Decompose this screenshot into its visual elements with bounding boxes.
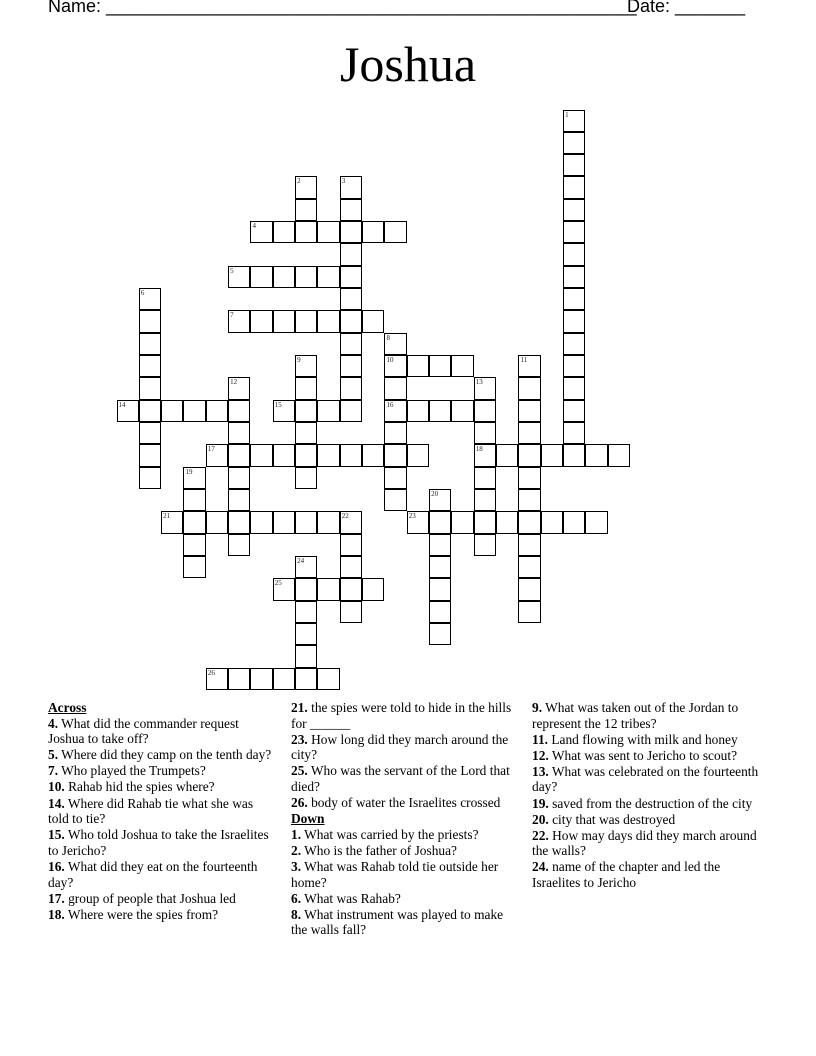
clue-across-14 bbox=[48, 796, 273, 827]
grid-cell[interactable] bbox=[340, 400, 362, 422]
grid-cell[interactable] bbox=[340, 176, 362, 198]
grid-cell[interactable] bbox=[407, 511, 429, 533]
page-title: Joshua bbox=[339, 36, 477, 92]
grid-cell[interactable] bbox=[474, 422, 496, 444]
cell-number: 22 bbox=[341, 512, 349, 521]
grid-cell[interactable] bbox=[384, 467, 406, 489]
grid-cell[interactable] bbox=[295, 556, 317, 578]
clue-text: Who played the Trumpets? bbox=[61, 763, 206, 779]
clue-across-5 bbox=[48, 747, 273, 763]
grid-cell[interactable] bbox=[340, 534, 362, 556]
grid-cell[interactable] bbox=[273, 578, 295, 600]
grid-cell[interactable] bbox=[273, 400, 295, 422]
clue-across-17 bbox=[48, 891, 273, 907]
clue-across-21 bbox=[291, 700, 516, 731]
clue-text: name of the chapter and led the Israelites to Jericho bbox=[532, 859, 721, 891]
clue-number: 18. bbox=[48, 906, 65, 922]
grid-cell[interactable] bbox=[563, 266, 585, 288]
cell-number: 16 bbox=[386, 400, 394, 409]
cell-number: 6 bbox=[140, 289, 145, 298]
grid-cell[interactable] bbox=[206, 511, 228, 533]
clue-down-2 bbox=[291, 843, 516, 859]
grid-cell[interactable] bbox=[518, 400, 540, 422]
grid-cell[interactable] bbox=[228, 444, 250, 466]
grid-cell[interactable] bbox=[563, 444, 585, 466]
grid-cell[interactable] bbox=[384, 221, 406, 243]
grid-cell[interactable] bbox=[563, 377, 585, 399]
grid-cell[interactable] bbox=[563, 199, 585, 221]
grid-cell[interactable] bbox=[518, 355, 540, 377]
clue-down-24 bbox=[532, 859, 767, 890]
grid-cell[interactable] bbox=[250, 310, 272, 332]
grid-cell[interactable] bbox=[384, 355, 406, 377]
grid-cell[interactable] bbox=[317, 400, 339, 422]
clue-number: 8. bbox=[291, 906, 302, 922]
cell-number: 20 bbox=[431, 490, 439, 499]
grid-cell[interactable] bbox=[518, 556, 540, 578]
clue-number: 7. bbox=[48, 763, 59, 779]
grid-cell[interactable] bbox=[206, 400, 228, 422]
clue-text: the spies were told to hide in the hills for ______ bbox=[291, 700, 512, 731]
clue-down-20 bbox=[532, 812, 767, 828]
grid-cell[interactable] bbox=[563, 400, 585, 422]
clue-text: group of people that Joshua led bbox=[68, 890, 236, 906]
grid-cell[interactable] bbox=[518, 467, 540, 489]
grid-cell[interactable] bbox=[384, 333, 406, 355]
grid-cell[interactable] bbox=[206, 444, 228, 466]
grid-cell[interactable] bbox=[451, 400, 473, 422]
grid-cell[interactable] bbox=[340, 243, 362, 265]
grid-cell[interactable] bbox=[585, 444, 607, 466]
clue-down-13 bbox=[532, 764, 767, 795]
clue-across-10 bbox=[48, 779, 273, 795]
grid-cell[interactable] bbox=[362, 444, 384, 466]
grid-cell[interactable] bbox=[407, 400, 429, 422]
grid-cell[interactable] bbox=[228, 511, 250, 533]
grid-cell[interactable] bbox=[139, 377, 161, 399]
grid-cell[interactable] bbox=[563, 154, 585, 176]
grid-cell[interactable] bbox=[295, 668, 317, 690]
clue-text: Where did Rahab tie what she was told to tie? bbox=[48, 795, 254, 827]
grid-cell[interactable] bbox=[563, 422, 585, 444]
clue-down-12 bbox=[532, 748, 767, 764]
grid-cell[interactable] bbox=[496, 511, 518, 533]
clue-number: 23. bbox=[291, 731, 308, 747]
clue-text: Where were the spies from? bbox=[67, 906, 219, 922]
clue-number: 9. bbox=[532, 700, 543, 715]
clue-text: What was carried by the priests? bbox=[304, 826, 479, 842]
grid-cell[interactable] bbox=[183, 467, 205, 489]
grid-cell[interactable] bbox=[295, 266, 317, 288]
cell-number: 3 bbox=[341, 177, 346, 186]
clue-number: 16. bbox=[48, 858, 65, 874]
grid-cell[interactable] bbox=[429, 511, 451, 533]
grid-cell[interactable] bbox=[563, 243, 585, 265]
cell-number: 2 bbox=[297, 177, 301, 186]
clue-text: What did the commander request Joshua to take off? bbox=[48, 715, 239, 747]
cell-number: 11 bbox=[520, 356, 528, 365]
grid-cell[interactable] bbox=[541, 511, 563, 533]
grid-cell[interactable] bbox=[273, 266, 295, 288]
cell-number: 23 bbox=[408, 512, 416, 521]
grid-cell[interactable] bbox=[429, 601, 451, 623]
clue-down-22 bbox=[532, 828, 767, 859]
clue-text: Who told Joshua to take the Israelites to Jericho? bbox=[48, 827, 269, 858]
grid-cell[interactable] bbox=[250, 668, 272, 690]
clue-across-15 bbox=[48, 827, 273, 858]
clue-number: 26. bbox=[291, 795, 308, 811]
grid-cell[interactable] bbox=[563, 511, 585, 533]
cell-number: 21 bbox=[163, 512, 171, 521]
cell-number: 13 bbox=[475, 378, 483, 387]
grid-cell[interactable] bbox=[139, 400, 161, 422]
clue-number: 20. bbox=[532, 811, 549, 827]
grid-cell[interactable] bbox=[228, 310, 250, 332]
grid-cell[interactable] bbox=[228, 534, 250, 556]
grid-cell[interactable] bbox=[384, 489, 406, 511]
grid-cell[interactable] bbox=[183, 534, 205, 556]
grid-cell[interactable] bbox=[563, 176, 585, 198]
grid-cell[interactable] bbox=[563, 333, 585, 355]
grid-cell[interactable] bbox=[317, 266, 339, 288]
cell-number: 15 bbox=[274, 400, 282, 409]
clue-text: Rahab hid the spies where? bbox=[68, 779, 215, 795]
grid-cell[interactable] bbox=[183, 489, 205, 511]
grid-cell[interactable] bbox=[228, 668, 250, 690]
grid-cell[interactable] bbox=[474, 467, 496, 489]
clues-column-1 bbox=[48, 700, 273, 923]
grid-cell[interactable] bbox=[474, 377, 496, 399]
grid-cell[interactable] bbox=[362, 578, 384, 600]
grid-cell[interactable] bbox=[384, 400, 406, 422]
clue-text: What did they eat on the fourteenth day? bbox=[48, 858, 258, 890]
grid-cell[interactable] bbox=[295, 377, 317, 399]
grid-cell[interactable] bbox=[384, 377, 406, 399]
cell-number: 19 bbox=[185, 467, 193, 476]
cell-number: 24 bbox=[297, 557, 305, 566]
grid-cell[interactable] bbox=[518, 489, 540, 511]
grid-cell[interactable] bbox=[563, 355, 585, 377]
clue-across-18 bbox=[48, 907, 273, 923]
grid-cell[interactable] bbox=[228, 400, 250, 422]
clue-text: body of water the Israelites crossed bbox=[311, 795, 501, 811]
grid-cell[interactable] bbox=[317, 511, 339, 533]
cell-number: 18 bbox=[475, 445, 483, 454]
clue-text: What instrument was played to make the walls fall? bbox=[291, 906, 504, 938]
grid-cell[interactable] bbox=[161, 400, 183, 422]
grid-cell[interactable] bbox=[295, 422, 317, 444]
grid-cell[interactable] bbox=[250, 221, 272, 243]
clue-text: What was celebrated on the fourteenth day? bbox=[532, 763, 759, 795]
clue-down-19 bbox=[532, 796, 767, 812]
grid-cell[interactable] bbox=[563, 132, 585, 154]
grid-cell[interactable] bbox=[139, 333, 161, 355]
clue-number: 4. bbox=[48, 715, 59, 731]
grid-cell[interactable] bbox=[340, 601, 362, 623]
grid-cell[interactable] bbox=[474, 400, 496, 422]
grid-cell[interactable] bbox=[295, 645, 317, 667]
clue-text: What was Rahab told tie outside her home? bbox=[291, 858, 499, 890]
clue-text: saved from the destruction of the city bbox=[552, 795, 753, 811]
grid-cell[interactable] bbox=[429, 556, 451, 578]
clue-across-26 bbox=[291, 795, 516, 811]
grid-cell[interactable] bbox=[117, 400, 139, 422]
cell-number: 8 bbox=[386, 333, 390, 342]
grid-cell[interactable] bbox=[362, 221, 384, 243]
name-field-label: Name: _____________________________________________________ bbox=[48, 0, 637, 16]
clue-number: 25. bbox=[291, 763, 308, 779]
grid-cell[interactable] bbox=[340, 355, 362, 377]
clue-number: 5. bbox=[48, 747, 59, 763]
grid-cell[interactable] bbox=[317, 578, 339, 600]
clue-number: 14. bbox=[48, 795, 65, 811]
clue-across-23 bbox=[291, 732, 516, 763]
grid-cell[interactable] bbox=[228, 467, 250, 489]
clue-number: 12. bbox=[532, 747, 549, 763]
clue-number: 21. bbox=[291, 700, 308, 715]
grid-cell[interactable] bbox=[295, 355, 317, 377]
grid-cell[interactable] bbox=[429, 623, 451, 645]
clues-column-3 bbox=[532, 700, 767, 891]
clue-number: 24. bbox=[532, 859, 549, 875]
cell-number: 12 bbox=[230, 378, 238, 387]
cell-number: 1 bbox=[565, 110, 569, 119]
grid-cell[interactable] bbox=[139, 355, 161, 377]
grid-cell[interactable] bbox=[273, 668, 295, 690]
grid-cell[interactable] bbox=[518, 578, 540, 600]
grid-cell[interactable] bbox=[250, 266, 272, 288]
clue-down-3 bbox=[291, 859, 516, 890]
grid-cell[interactable] bbox=[295, 623, 317, 645]
grid-cell[interactable] bbox=[295, 601, 317, 623]
grid-cell[interactable] bbox=[183, 511, 205, 533]
grid-cell[interactable] bbox=[407, 355, 429, 377]
grid-cell[interactable] bbox=[340, 333, 362, 355]
grid-cell[interactable] bbox=[273, 221, 295, 243]
clue-text: Who is the father of Joshua? bbox=[304, 842, 457, 858]
grid-cell[interactable] bbox=[295, 511, 317, 533]
grid-cell[interactable] bbox=[340, 266, 362, 288]
grid-cell[interactable] bbox=[340, 221, 362, 243]
grid-cell[interactable] bbox=[317, 310, 339, 332]
grid-cell[interactable] bbox=[295, 444, 317, 466]
grid-cell[interactable] bbox=[161, 511, 183, 533]
clue-down-9 bbox=[532, 700, 767, 731]
clue-text: How may days did they march around the walls? bbox=[532, 827, 757, 859]
grid-cell[interactable] bbox=[317, 221, 339, 243]
grid-cell[interactable] bbox=[518, 601, 540, 623]
cell-number: 4 bbox=[252, 222, 256, 231]
grid-cell[interactable] bbox=[228, 377, 250, 399]
grid-cell[interactable] bbox=[295, 578, 317, 600]
grid-cell[interactable] bbox=[518, 534, 540, 556]
grid-cell[interactable] bbox=[608, 444, 630, 466]
cell-number: 25 bbox=[274, 579, 282, 588]
clue-text: Where did they camp on the tenth day? bbox=[61, 747, 272, 763]
grid-cell[interactable] bbox=[340, 288, 362, 310]
grid-cell[interactable] bbox=[139, 422, 161, 444]
grid-cell[interactable] bbox=[585, 511, 607, 533]
clue-text: What was taken out of the Jordan to represent the 12 tribes? bbox=[532, 700, 739, 731]
grid-cell[interactable] bbox=[317, 668, 339, 690]
grid-cell[interactable] bbox=[429, 355, 451, 377]
grid-cell[interactable] bbox=[407, 444, 429, 466]
clue-number: 6. bbox=[291, 890, 302, 906]
grid-cell[interactable] bbox=[295, 199, 317, 221]
grid-cell[interactable] bbox=[429, 578, 451, 600]
grid-cell[interactable] bbox=[474, 511, 496, 533]
date-field-label: Date: _______ bbox=[627, 0, 746, 16]
grid-cell[interactable] bbox=[250, 444, 272, 466]
cell-number: 9 bbox=[297, 356, 301, 365]
clues-column-2 bbox=[291, 700, 516, 938]
clue-number: 15. bbox=[48, 827, 65, 843]
grid-cell[interactable] bbox=[429, 534, 451, 556]
cell-number: 17 bbox=[207, 445, 215, 454]
grid-cell[interactable] bbox=[183, 556, 205, 578]
grid-cell[interactable] bbox=[228, 422, 250, 444]
clue-number: 22. bbox=[532, 827, 549, 843]
grid-cell[interactable] bbox=[340, 377, 362, 399]
clue-number: 10. bbox=[48, 779, 65, 795]
grid-cell[interactable] bbox=[340, 444, 362, 466]
grid-cell[interactable] bbox=[384, 444, 406, 466]
grid-cell[interactable] bbox=[317, 444, 339, 466]
grid-cell[interactable] bbox=[451, 511, 473, 533]
grid-cell[interactable] bbox=[340, 578, 362, 600]
grid-cell[interactable] bbox=[340, 199, 362, 221]
grid-cell[interactable] bbox=[273, 310, 295, 332]
clue-text: How long did they march around the city? bbox=[291, 731, 509, 763]
grid-cell[interactable] bbox=[139, 310, 161, 332]
grid-cell[interactable] bbox=[295, 221, 317, 243]
grid-cell[interactable] bbox=[295, 176, 317, 198]
cell-number: 26 bbox=[207, 668, 215, 677]
clue-text: Land flowing with milk and honey bbox=[551, 731, 738, 747]
grid-cell[interactable] bbox=[139, 288, 161, 310]
clue-down-11 bbox=[532, 732, 767, 748]
clue-number: 2. bbox=[291, 842, 302, 858]
grid-cell[interactable] bbox=[340, 511, 362, 533]
clue-across-25 bbox=[291, 763, 516, 794]
clue-number: 11. bbox=[532, 731, 548, 747]
grid-cell[interactable] bbox=[273, 444, 295, 466]
grid-cell[interactable] bbox=[429, 489, 451, 511]
clue-number: 17. bbox=[48, 890, 65, 906]
grid-cell[interactable] bbox=[563, 221, 585, 243]
grid-cell[interactable] bbox=[474, 444, 496, 466]
grid-cell[interactable] bbox=[563, 310, 585, 332]
grid-cell[interactable] bbox=[362, 310, 384, 332]
grid-cell[interactable] bbox=[228, 266, 250, 288]
clue-across-4 bbox=[48, 716, 273, 747]
cell-number: 14 bbox=[118, 400, 126, 409]
clue-across-7 bbox=[48, 763, 273, 779]
grid-cell[interactable] bbox=[541, 444, 563, 466]
grid-cell[interactable] bbox=[295, 310, 317, 332]
grid-cell[interactable] bbox=[139, 467, 161, 489]
grid-cell[interactable] bbox=[474, 489, 496, 511]
grid-cell[interactable] bbox=[139, 444, 161, 466]
cell-number: 5 bbox=[230, 266, 234, 275]
grid-cell[interactable] bbox=[273, 511, 295, 533]
grid-cell[interactable] bbox=[518, 377, 540, 399]
grid-cell[interactable] bbox=[474, 534, 496, 556]
down-heading: Down bbox=[291, 811, 325, 827]
grid-cell[interactable] bbox=[206, 668, 228, 690]
grid-cell[interactable] bbox=[384, 422, 406, 444]
grid-cell[interactable] bbox=[563, 110, 585, 132]
clue-number: 1. bbox=[291, 826, 302, 842]
clue-text: What was sent to Jericho to scout? bbox=[551, 747, 738, 763]
clue-number: 19. bbox=[532, 795, 549, 811]
grid-cell[interactable] bbox=[429, 400, 451, 422]
cell-number: 10 bbox=[386, 356, 394, 365]
clue-text: What was Rahab? bbox=[304, 890, 401, 906]
grid-cell[interactable] bbox=[250, 511, 272, 533]
grid-cell[interactable] bbox=[496, 444, 518, 466]
cell-number: 7 bbox=[230, 311, 234, 320]
grid-cell[interactable] bbox=[340, 556, 362, 578]
clue-number: 3. bbox=[291, 858, 302, 874]
grid-cell[interactable] bbox=[340, 310, 362, 332]
clue-number: 13. bbox=[532, 763, 549, 779]
grid-cell[interactable] bbox=[518, 511, 540, 533]
grid-cell[interactable] bbox=[563, 288, 585, 310]
grid-cell[interactable] bbox=[183, 400, 205, 422]
grid-cell[interactable] bbox=[451, 355, 473, 377]
clue-text: city that was destroyed bbox=[552, 811, 676, 827]
clue-down-8 bbox=[291, 907, 516, 938]
grid-cell[interactable] bbox=[295, 400, 317, 422]
clue-across-16 bbox=[48, 859, 273, 890]
clue-text: Who was the servant of the Lord that died? bbox=[291, 763, 510, 794]
grid-cell[interactable] bbox=[295, 467, 317, 489]
grid-cell[interactable] bbox=[518, 422, 540, 444]
grid-cell[interactable] bbox=[228, 489, 250, 511]
grid-cell[interactable] bbox=[518, 444, 540, 466]
clue-down-1 bbox=[291, 827, 516, 843]
clue-down-6 bbox=[291, 891, 516, 907]
across-heading: Across bbox=[48, 700, 87, 715]
